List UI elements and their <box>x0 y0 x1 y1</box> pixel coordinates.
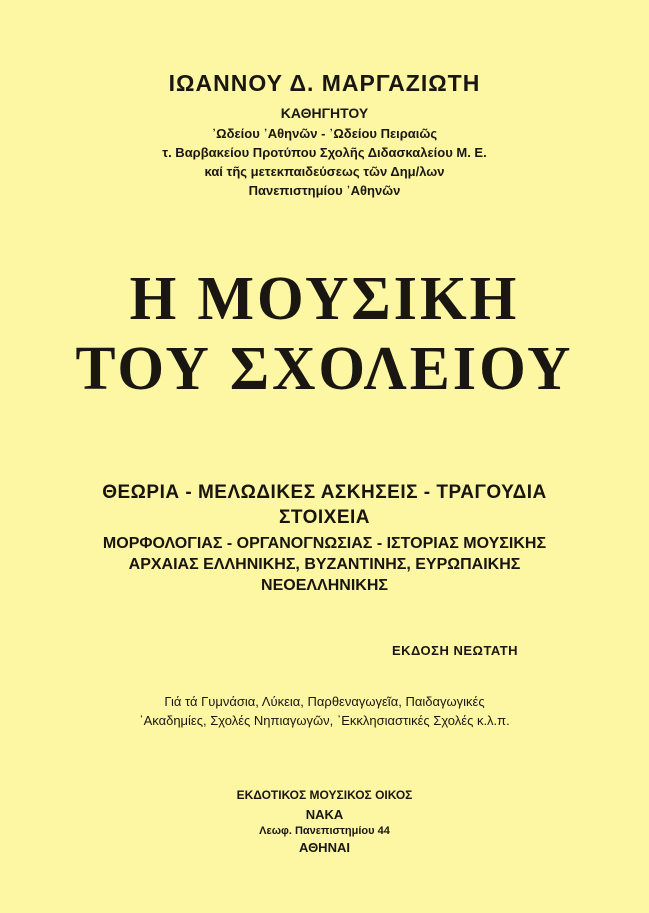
publisher-name: ΕΚΔΟΤΙΚΟΣ ΜΟΥΣΙΚΟΣ ΟΙΚΟΣ <box>236 788 413 802</box>
publisher-address: Λεωφ. Πανεπιστημίου 44 <box>259 825 390 837</box>
publisher-city: ΑΘΗΝΑΙ <box>299 840 350 855</box>
credential-line: ᾿Ωδείου ᾿Αθηνῶν - ᾿Ωδείου Πειραιῶς <box>211 126 438 141</box>
subtitle-line: ΝΕΟΕΛΛΗΝΙΚΗΣ <box>261 577 388 594</box>
subtitle-line: ΘΕΩΡΙΑ - ΜΕΛΩΔΙΚΕΣ ΑΣΚΗΣΕΙΣ - ΤΡΑΓΟΥΔΙΑ <box>102 482 547 503</box>
audience-line: Γιά τά Γυμνάσια, Λύκεια, Παρθεναγωγεῖα, Παιδαγωγικές <box>164 694 485 709</box>
credential-line: Πανεπιστημίου ᾿Αθηνῶν <box>248 183 401 198</box>
author-rank: ΚΑΘΗΓΗΤΟΥ <box>280 105 369 121</box>
subtitle-line: ΑΡΧΑΙΑΣ ΕΛΛΗΝΙΚΗΣ, ΒΥΖΑΝΤΙΝΗΣ, ΕΥΡΩΠΑΙΚΗΣ <box>128 556 521 573</box>
subtitle-block <box>0 533 649 596</box>
author-name: ΙΩΑΝΝΟΥ Δ. ΜΑΡΓΑΖΙΩΤΗ <box>168 70 481 96</box>
book-title-line-1: Η ΜΟΥΣΙΚΗ <box>129 263 520 333</box>
credential-line: τ. Βαρβακείου Προτύπου Σχολῆς Διδασκαλείου Μ. Ε. <box>162 145 487 160</box>
audience-text <box>0 692 649 730</box>
subtitle-line: ΜΟΡΦΟΛΟΓΙΑΣ - ΟΡΓΑΝΟΓΝΩΣΙΑΣ - ΙΣΤΟΡΙΑΣ ΜΟΥΣΙΚΗΣ <box>102 535 547 552</box>
publisher-brand: ΝΑΚΑ <box>305 807 344 822</box>
author-credentials <box>0 124 649 200</box>
credential-line: καί τῆς μετεκπαιδεύσεως τῶν Δημ/λων <box>204 164 445 179</box>
book-title-line-2: ΤΟΥ ΣΧΟΛΕΙΟΥ <box>75 333 574 403</box>
subtitle-line: ΣΤΟΙΧΕΙΑ <box>278 507 371 528</box>
edition-label: ΕΚΔΟΣΗ ΝΕΩΤΑΤΗ <box>392 643 519 658</box>
audience-line: ᾿Ακαδημίες, Σχολές Νηπιαγωγῶν, ᾿Εκκλησιαστικές Σχολές κ.λ.π. <box>139 713 510 728</box>
